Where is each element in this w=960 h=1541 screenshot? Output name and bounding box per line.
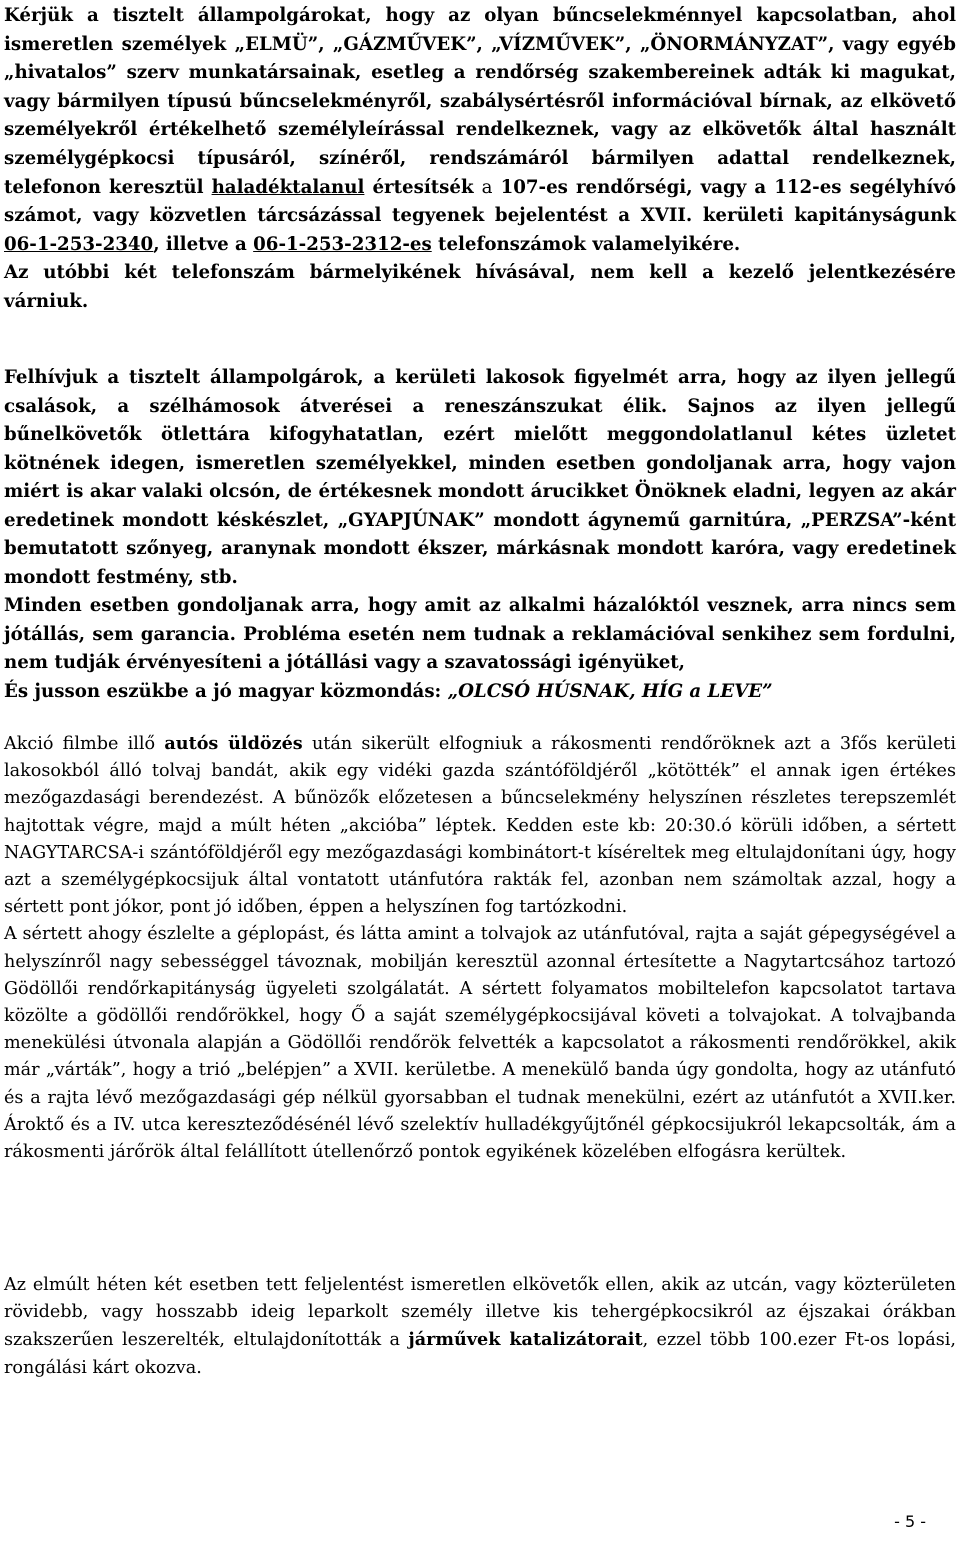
warning-paragraph xyxy=(4,364,956,706)
report-text: Akció filmbe illő xyxy=(4,734,165,754)
notice-text: telefonszámok valamelyikére. xyxy=(431,233,741,255)
report-text: után sikerült elfogniuk a rákosmenti rendőröknek azt a 3fős kerületi lakosokból álló tolvaj bandát, akik egy vidéki gazda szántóföldjéről „kötötték” el annak igen értékes mezőgazdasági berendezést. A bűnözők előzetesen a bűncselekmény helyszínen részletes terepszemlét hajtottak végre, majd a múlt héten „akcióba” léptek. Kedden este kb: 20:30.ó körüli időben, a sértett NAGYTARCSA-i szántóföldjéről egy mezőgazdasági kombinátort-t kíséreltek meg eltulajdonítani úgy, hogy azt a személygépkocsijuk által vontatott utánfutóra rakták fel, azonban nem számoltak azzal, hogy a sértett pont jókor, pont jó időben, éppen a helyszínen fog tartózkodni. xyxy=(4,734,956,918)
notice-emphasis-immediately: haladéktalanul xyxy=(211,176,365,198)
warning-text: Felhívjuk a tisztelt állampolgárok, a kerületi lakosok figyelmét arra, hogy az ilyen jellegű csalások, a szélhámosok átverései a reneszánszukat élik. Sajnos az ilyen jellegű bűnelkövetők ötlettára kifogyhatatlan, ezért mielőtt meggondolatlanul kétes üzletet kötnének idegen, ismeretlen személyekkel, minden esetben gondoljanak arra, hogy vajon miért is akar valaki olcsón, de értékesnek mondott árucikket Önöknek eladni, legyen az akár eredetinek mondott késkészlet, „GYAPJÚNAK” mondott ágynemű garnitúra, „PERZSA”-ként bemutatott szőnyeg, aranynak mondott ékszer, márkásnak mondott karóra, vagy eredetinek mondott festmény, stb. xyxy=(4,367,956,588)
notice-text: a xyxy=(481,176,493,198)
warning-text: Minden esetben gondoljanak arra, hogy amit az alkalmi házalóktól vesznek, arra nincs sem jótállás, sem garancia. Probléma esetén nem tudnak a reklamációval senkihez sem fordulni, nem tudják érvényesíteni a jótállási vagy a szavatossági igényüket, xyxy=(4,595,956,673)
arrest-report-paragraph xyxy=(4,730,956,1166)
proverb: „OLCSÓ HÚSNAK, HÍG a LEVE” xyxy=(447,680,773,702)
notice-text: 107-es rendőrségi, vagy a 112-es segélyhívó számot, vagy közvetlen tárcsázással tegyenek bejelentést a XVII. kerületi kapitányságunk xyxy=(4,176,957,227)
report-emphasis: autós üldözés xyxy=(164,733,303,754)
notice-text: , illetve a xyxy=(153,233,254,255)
notice-paragraph xyxy=(4,2,956,317)
catalyst-theft-paragraph xyxy=(4,1272,956,1382)
report-emphasis: járművek katalizátorait xyxy=(408,1329,643,1351)
page-number: - 5 - xyxy=(894,1512,926,1531)
report-text: Az elmúlt héten két esetben tett feljelentést ismeretlen elkövetők ellen, akik az utcán, vagy közterületen rövidebb, vagy hosszabb ideig leparkolt személy illetve kis tehergépkocsikról az éjszakai órákban szakszerűen leszerelték, eltulajdonították a xyxy=(4,1275,956,1351)
report-text: , ezzel több 100.ezer Ft-os lopási, rongálási kárt okozva. xyxy=(4,1330,957,1378)
phone-number-1: 06-1-253-2340 xyxy=(4,233,154,255)
notice-text: értesítsék xyxy=(364,176,482,198)
report-text: A sértett ahogy észlelte a géplopást, és látta amint a tolvajok az utánfutóval, rajta a saját gépegységével a helyszínről nagy sebességgel távoznak, mobilján keresztül azonnal értesítette a Nagytartcsához tartozó Gödöllői rendőrkapitányság ügyeleti szolgálatát. A sértett folyamatos mobiltelefon kapcsolatot tartava közölte a gödöllői rendőrökkel, hogy Ő a saját személygépkocsijával követi a tolvajokat. A tolvajbanda menekülési útvonala alapján a Gödöllői rendőrök felvették a kapcsolatot a rákosmenti rendőrökkel, akik már „várták”, hogy a trió „belépjen” a XVII. kerületbe. A menekülő banda úgy gondolta, hogy az utánfutó és a rajta lévő mezőgazdasági gép nélkül gyorsabban el tudnak menekülni, ezért az utánfutót a XVII.ker. Ároktő és a IV. utca kereszteződésénél lévő szelektív hulladékgyűjtőnél gépkocsijukról lekapcsolták, ám a rákosmenti járőrök által felállított útellenőrző pontok egyikének közelében elfogásra kerültek. xyxy=(4,924,956,1163)
notice-text: Az utóbbi két telefonszám bármelyikének hívásával, nem kell a kezelő jelentkezésére várniuk. xyxy=(4,262,956,312)
notice-text: Kérjük a tisztelt állampolgárokat, hogy az olyan bűncselekménnyel kapcsolatban, ahol ismeretlen személyek „ELMÜ”, „GÁZMŰVEK”, „VÍZMŰVEK”, „ÖNORMÁNYZAT”, vagy egyéb „hivatalos” szerv munkatársainak, esetleg a rendőrség szakembereinek adták ki magukat, vagy bármilyen típusú bűncselekményről, szabálysértésről információval bírnak, az elkövető személyekről értékelhető személyleírással rendelkeznek, vagy az elkövetők által használt személygépkocsi típusáról, színéről, rendszámáról bármilyen adattal rendelkeznek, telefonon keresztül xyxy=(4,5,956,198)
proverb-intro: És jusson eszükbe a jó magyar közmondás: xyxy=(4,680,448,702)
phone-number-2: 06-1-253-2312-es xyxy=(253,233,432,255)
